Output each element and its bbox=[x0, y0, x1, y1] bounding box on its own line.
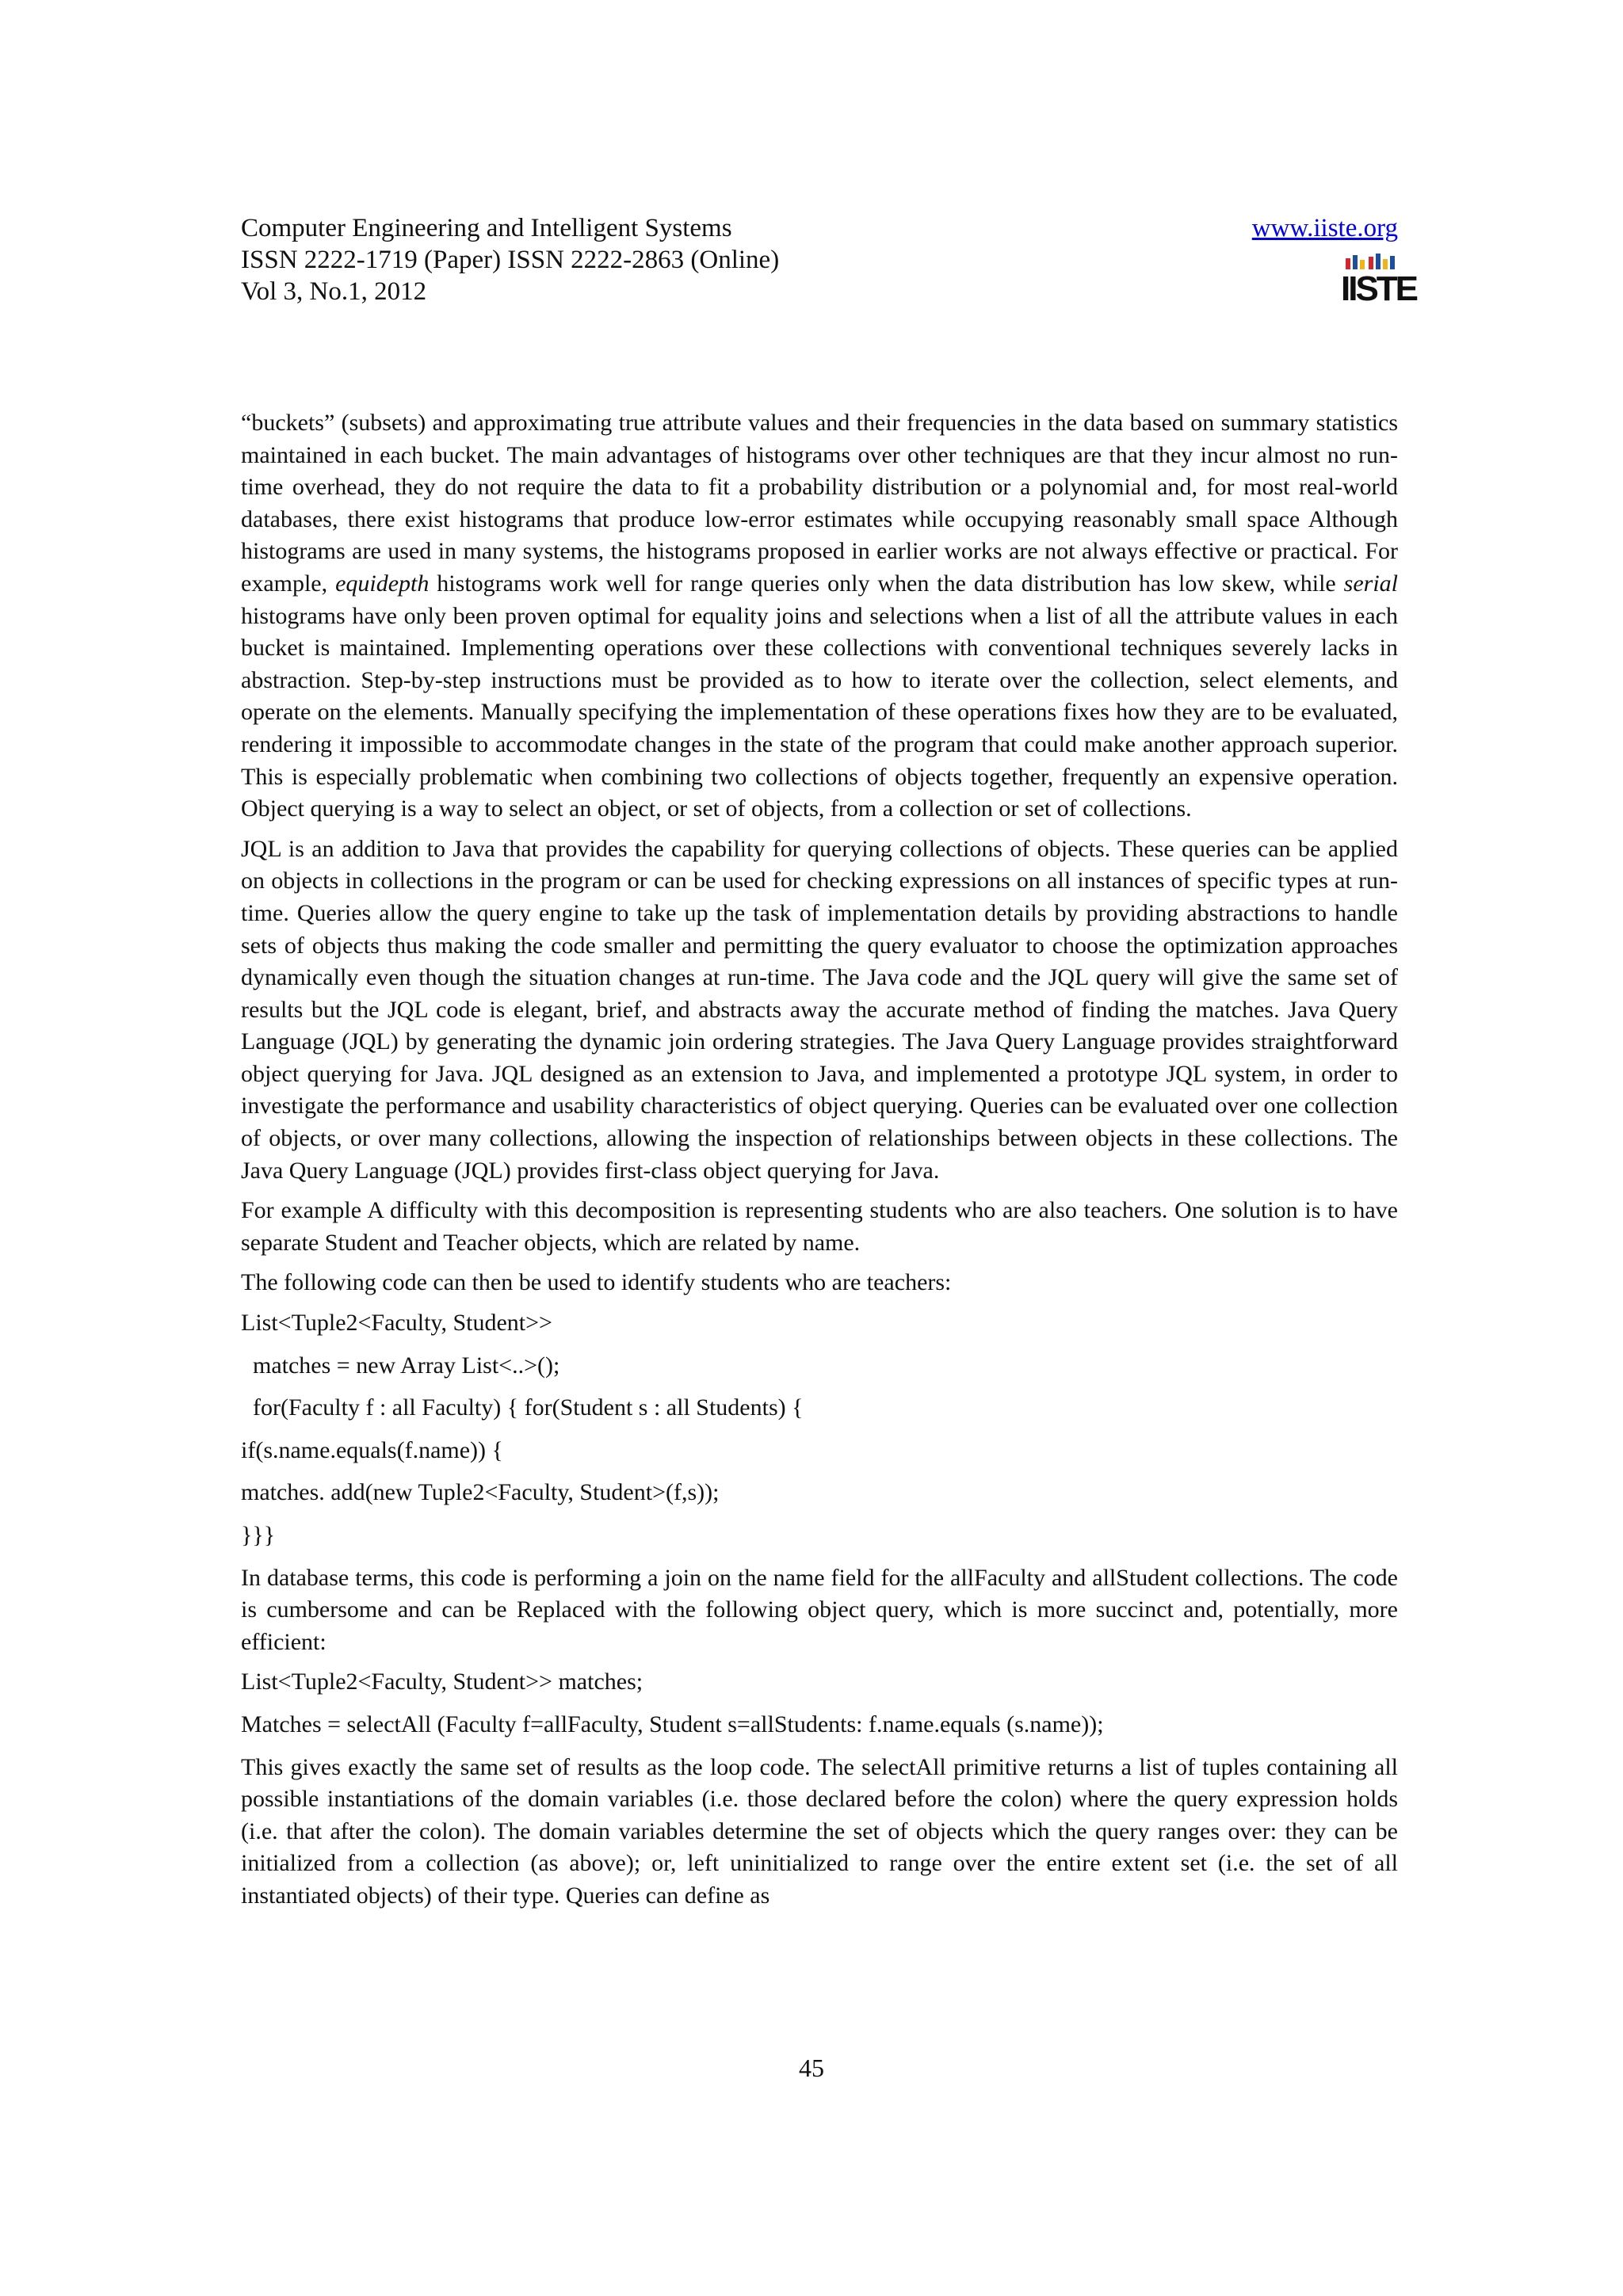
journal-issn: ISSN 2222-1719 (Paper) ISSN 2222-2863 (Online) bbox=[241, 246, 780, 274]
article-body bbox=[241, 407, 1398, 1920]
code-block-query bbox=[241, 1666, 1398, 1741]
logo-bar-5 bbox=[1376, 254, 1381, 269]
journal-title: Computer Engineering and Intelligent Systems bbox=[241, 214, 732, 242]
iiste-logo bbox=[1341, 252, 1417, 311]
logo-bars-icon bbox=[1344, 252, 1396, 269]
term-serial: serial bbox=[1343, 570, 1398, 597]
code-line: matches = new Array List<..>(); bbox=[241, 1352, 560, 1379]
code-line: matches. add(new Tuple2<Faculty, Student>(f,s)); bbox=[241, 1479, 720, 1506]
code-line: List<Tuple2<Faculty, Student>> matches; bbox=[241, 1669, 643, 1695]
paragraph-example: For example A difficulty with this decomposition is representing students who are also teachers. One solution is to have separate Student and Teacher objects, which are related by name. bbox=[241, 1197, 1398, 1256]
paragraph-database-terms: In database terms, this code is performing a join on the name field for the allFaculty and allStudent collections. The code is cumbersome and can be Replaced with the following object query, which is more succinct and, potentially, more efficient: bbox=[241, 1564, 1398, 1655]
logo-wordmark: IISTE bbox=[1341, 269, 1417, 308]
code-line: List<Tuple2<Faculty, Student>> bbox=[241, 1310, 552, 1337]
paragraph-code-intro: The following code can then be used to identify students who are teachers: bbox=[241, 1269, 952, 1296]
code-block-loop bbox=[241, 1307, 1398, 1552]
website-link[interactable]: www.iiste.org bbox=[1251, 214, 1398, 242]
paragraph-histograms: “buckets” (subsets) and approximating true attribute values and their frequencies in the data based on summary statistics maintained in each bucket. The main advantages of histograms over other techniques are that they incur almost no run-time overhead, they do not require the data to fit a probability distribution or a polynomial and, for most real-world databases, there exist histograms that produce low-error estimates while occupying reasonably small space Although histograms are used in many systems, the histograms proposed in earlier works are not always effective or practical. For example, equidepth histograms work well for range queries only when the data distribution has low skew, while serial histograms have only been proven optimal for equality joins and selections when a list of all the attribute values in each bucket is maintained. Implementing operations over these collections with conventional techniques severely lacks in abstraction. Step-by-step instructions must be provided as to how to iterate over the collection, select elements, and operate on the elements. Manually specifying the implementation of these operations fixes how they are to be evaluated, rendering it impossible to accommodate changes in the state of the program that could make another approach superior. This is especially problematic when combining two collections of objects together, frequently an expensive operation. Object querying is a way to select an object, or set of objects, from a collection or set of collections. bbox=[241, 410, 1398, 822]
paragraph-selectall: This gives exactly the same set of results as the loop code. The selectAll primitive returns a list of tuples containing all possible instantiations of the domain variables (i.e. those declared before the colon) where the query expression holds (i.e. that after the colon). The domain variables determine the set of objects which the query ranges over: they can be initialized from a collection (as above); or, left uninitialized to range over the entire extent set (i.e. the set of all instantiated objects) of their type. Queries can define as bbox=[241, 1753, 1398, 1909]
code-line: for(Faculty f : all Faculty) { for(Student s : all Students) { bbox=[241, 1394, 804, 1421]
code-line: Matches = selectAll (Faculty f=allFaculty, Student s=allStudents: f.name.equals (s.name)); bbox=[241, 1711, 1104, 1737]
paragraph-jql: JQL is an addition to Java that provides the capability for querying collections of objects. These queries can be applied on objects in collections in the program or can be used for checking expressions on all instances of specific types at run-time. Queries allow the query engine to take up the task of implementation details by providing abstractions to handle sets of objects thus making the code smaller and permitting the query evaluator to choose the optimization approaches dynamically even though the situation changes at run-time. The Java code and the JQL query will give the same set of results but the JQL code is elegant, brief, and abstracts away the accurate method of finding the matches. Java Query Language (JQL) by generating the dynamic join ordering strategies. The Java Query Language provides straightforward object querying for Java. JQL designed as an extension to Java, and implemented a prototype JQL system, in order to investigate the performance and usability characteristics of object querying. Queries can be evaluated over one collection of objects, or over many collections, allowing the inspection of relationships between objects in these collections. The Java Query Language (JQL) provides first-class object querying for Java. bbox=[241, 835, 1398, 1184]
journal-info bbox=[241, 212, 779, 307]
journal-volume: Vol 3, No.1, 2012 bbox=[241, 277, 427, 306]
page-header bbox=[241, 212, 1417, 315]
code-line: if(s.name.equals(f.name)) { bbox=[241, 1436, 503, 1463]
term-equidepth: equidepth bbox=[335, 570, 430, 597]
page-number: 45 bbox=[799, 2054, 824, 2082]
code-line: }}} bbox=[241, 1522, 276, 1548]
